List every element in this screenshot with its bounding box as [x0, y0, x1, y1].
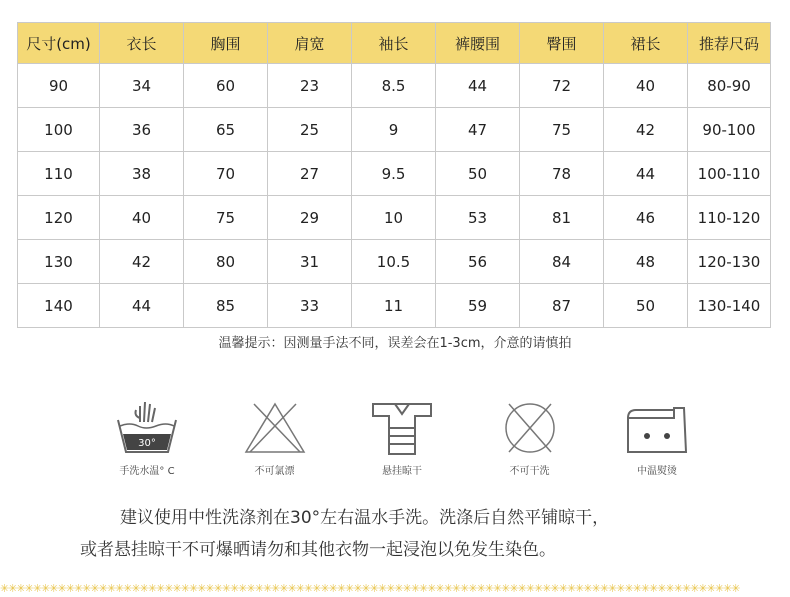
table-cell: 100-110: [688, 152, 771, 196]
header-cell: 裙长: [604, 23, 688, 64]
care-label: 中温熨烫: [637, 466, 677, 477]
table-cell: 8.5: [352, 64, 436, 108]
table-cell: 44: [604, 152, 688, 196]
table-cell: 140: [18, 284, 100, 328]
table-row: [18, 152, 771, 196]
table-cell: 25: [268, 108, 352, 152]
table-cell: 50: [604, 284, 688, 328]
table-cell: 9: [352, 108, 436, 152]
header-cell: 臀围: [520, 23, 604, 64]
care-instructions: [80, 502, 609, 566]
header-cell: 袖长: [352, 23, 436, 64]
table-cell: 31: [268, 240, 352, 284]
care-item: [92, 398, 202, 478]
table-cell: 48: [604, 240, 688, 284]
table-cell: 81: [520, 196, 604, 240]
header-cell: 胸围: [184, 23, 268, 64]
care-item: [475, 398, 585, 478]
table-cell: 78: [520, 152, 604, 196]
care-line-1: 建议使用中性洗涤剂在30°左右温水手洗。洗涤后自然平铺晾干，: [120, 508, 610, 528]
measurement-note: 温馨提示：因测量手法不同，误差会在1-3cm，介意的请慎拍: [218, 336, 572, 351]
table-cell: 42: [100, 240, 184, 284]
table-cell: 10.5: [352, 240, 436, 284]
care-item: [602, 398, 712, 478]
table-cell: 23: [268, 64, 352, 108]
table-cell: 84: [520, 240, 604, 284]
table-row: [18, 240, 771, 284]
iron-medium-icon: [622, 398, 692, 458]
hang-dry-icon: [367, 398, 437, 458]
table-cell: 130-140: [688, 284, 771, 328]
table-cell: 10: [352, 196, 436, 240]
care-label: 悬挂晾干: [382, 466, 422, 477]
care-label: 不可氯漂: [254, 466, 295, 477]
table-cell: 59: [436, 284, 520, 328]
table-cell: 75: [520, 108, 604, 152]
table-cell: 100: [18, 108, 100, 152]
table-cell: 72: [520, 64, 604, 108]
table-cell: 44: [436, 64, 520, 108]
care-label: 手洗水温° C: [119, 466, 175, 477]
table-cell: 42: [604, 108, 688, 152]
table-cell: 9.5: [352, 152, 436, 196]
table-cell: 40: [100, 196, 184, 240]
table-row: [18, 108, 771, 152]
table-cell: 110: [18, 152, 100, 196]
table-cell: 44: [100, 284, 184, 328]
table-cell: 27: [268, 152, 352, 196]
hand-wash-icon: [112, 398, 182, 458]
care-line-2: 或者悬挂晾干不可爆晒请勿和其他衣物一起浸泡以免发生染色。: [80, 540, 556, 560]
table-cell: 87: [520, 284, 604, 328]
header-cell: 尺寸(cm): [18, 23, 100, 64]
table-row: [18, 284, 771, 328]
table-cell: 38: [100, 152, 184, 196]
table-cell: 90: [18, 64, 100, 108]
table-row: [18, 196, 771, 240]
table-cell: 120-130: [688, 240, 771, 284]
table-cell: 60: [184, 64, 268, 108]
table-cell: 29: [268, 196, 352, 240]
no-bleach-icon: [240, 398, 310, 458]
size-table: [17, 22, 771, 328]
star-border: ✳✳✳✳✳✳✳✳✳✳✳✳✳✳✳✳✳✳✳✳✳✳✳✳✳✳✳✳✳✳✳✳✳✳✳✳✳✳✳✳✳✳✳✳✳✳✳✳✳✳✳✳✳✳✳✳✳✳✳✳✳✳✳✳✳✳✳✳✳✳✳✳✳✳✳✳✳✳✳✳✳✳✳✳✳✳✳✳✳✳: [0, 583, 740, 595]
care-item: [347, 398, 457, 478]
table-cell: 34: [100, 64, 184, 108]
table-cell: 33: [268, 284, 352, 328]
table-cell: 80-90: [688, 64, 771, 108]
table-cell: 75: [184, 196, 268, 240]
care-item: [220, 398, 330, 478]
care-icons: [92, 398, 712, 478]
care-label: 不可干洗: [509, 466, 550, 477]
table-cell: 85: [184, 284, 268, 328]
table-cell: 120: [18, 196, 100, 240]
header-cell: 肩宽: [268, 23, 352, 64]
header-row: [18, 23, 771, 64]
table-cell: 70: [184, 152, 268, 196]
table-cell: 36: [100, 108, 184, 152]
table-cell: 50: [436, 152, 520, 196]
table-cell: 110-120: [688, 196, 771, 240]
table-cell: 90-100: [688, 108, 771, 152]
table-cell: 46: [604, 196, 688, 240]
table-cell: 40: [604, 64, 688, 108]
table-cell: 56: [436, 240, 520, 284]
table-cell: 65: [184, 108, 268, 152]
header-cell: 推荐尺码: [688, 23, 771, 64]
table-cell: 11: [352, 284, 436, 328]
header-cell: 裤腰围: [436, 23, 520, 64]
table-cell: 80: [184, 240, 268, 284]
wash-temp: 30°: [138, 438, 156, 449]
table-cell: 53: [436, 196, 520, 240]
no-dry-clean-icon: [495, 398, 565, 458]
table-cell: 130: [18, 240, 100, 284]
table-row: [18, 64, 771, 108]
table-cell: 47: [436, 108, 520, 152]
header-cell: 衣长: [100, 23, 184, 64]
